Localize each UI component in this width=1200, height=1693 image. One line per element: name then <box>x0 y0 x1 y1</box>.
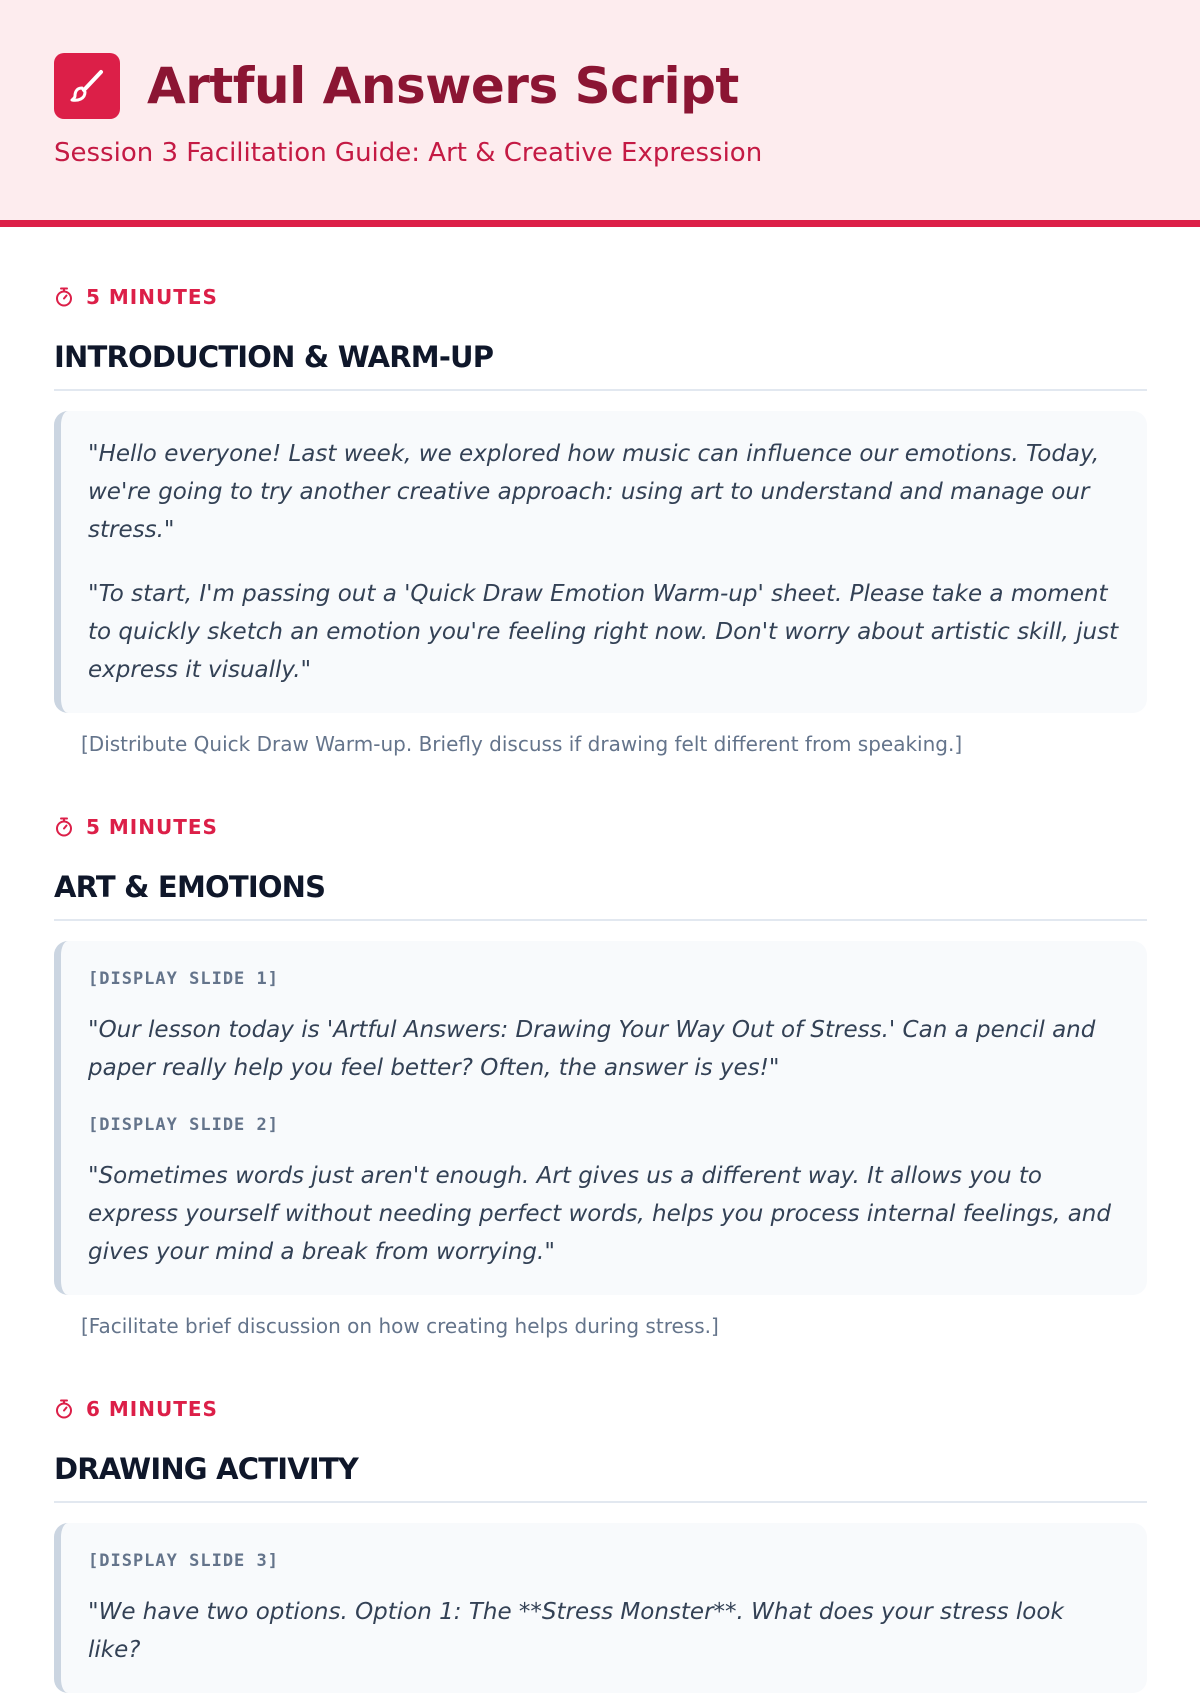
script-line: "Hello everyone! Last week, we explored how music can influence our emotions. Today, we're going to try another creative approach: using art to understand and manage our stress." <box>88 441 1100 543</box>
stopwatch-icon <box>54 816 74 838</box>
paintbrush-icon <box>67 66 107 106</box>
time-allotment <box>54 1395 1147 1423</box>
time-label: 5 MINUTES <box>86 815 218 839</box>
script-line: "Our lesson today is 'Artful Answers: Drawing Your Way Out of Stress.' Can a pencil and paper really help you feel better? Often, the answer is yes!" <box>88 1017 1096 1081</box>
section-introduction <box>54 283 1147 759</box>
section-title: ART & EMOTIONS <box>54 867 1147 921</box>
slide-cue: [DISPLAY SLIDE 1] <box>88 969 279 989</box>
stopwatch-icon <box>54 286 74 308</box>
section-drawing-activity <box>54 1395 1147 1693</box>
section-title: INTRODUCTION & WARM-UP <box>54 337 1147 391</box>
logo-badge <box>54 53 120 119</box>
script-line: "We have two options. Option 1: The **Stress Monster**. What does your stress look like? <box>88 1599 1064 1663</box>
stopwatch-icon <box>54 1398 74 1420</box>
time-label: 6 MINUTES <box>86 1397 218 1421</box>
time-allotment <box>54 283 1147 311</box>
script-line: "Sometimes words just aren't enough. Art gives us a different way. It allows you to express yourself without needing perfect words, helps you process internal feelings, and gives your mind a break from worrying." <box>88 1163 1111 1265</box>
header <box>0 0 1200 227</box>
section-title: DRAWING ACTIVITY <box>54 1449 1147 1503</box>
time-allotment <box>54 813 1147 841</box>
script-box <box>54 411 1147 713</box>
stage-direction: [Distribute Quick Draw Warm-up. Briefly discuss if drawing felt different from speaking.] <box>81 732 963 756</box>
page-title: Artful Answers Script <box>147 57 739 115</box>
time-label: 5 MINUTES <box>86 285 218 309</box>
script-line: "To start, I'm passing out a 'Quick Draw Emotion Warm-up' sheet. Please take a moment to quickly sketch an emotion you're feeling right now. Don't worry about artistic skill, just express it visually." <box>88 581 1119 683</box>
slide-cue: [DISPLAY SLIDE 3] <box>88 1551 279 1571</box>
stage-direction: [Facilitate brief discussion on how creating helps during stress.] <box>81 1314 719 1338</box>
script-box <box>54 941 1147 1295</box>
script-content <box>54 227 1147 1693</box>
script-box <box>54 1523 1147 1693</box>
slide-cue: [DISPLAY SLIDE 2] <box>88 1115 279 1135</box>
page-subtitle: Session 3 Facilitation Guide: Art & Creative Expression <box>54 138 763 168</box>
section-art-emotions <box>54 813 1147 1341</box>
